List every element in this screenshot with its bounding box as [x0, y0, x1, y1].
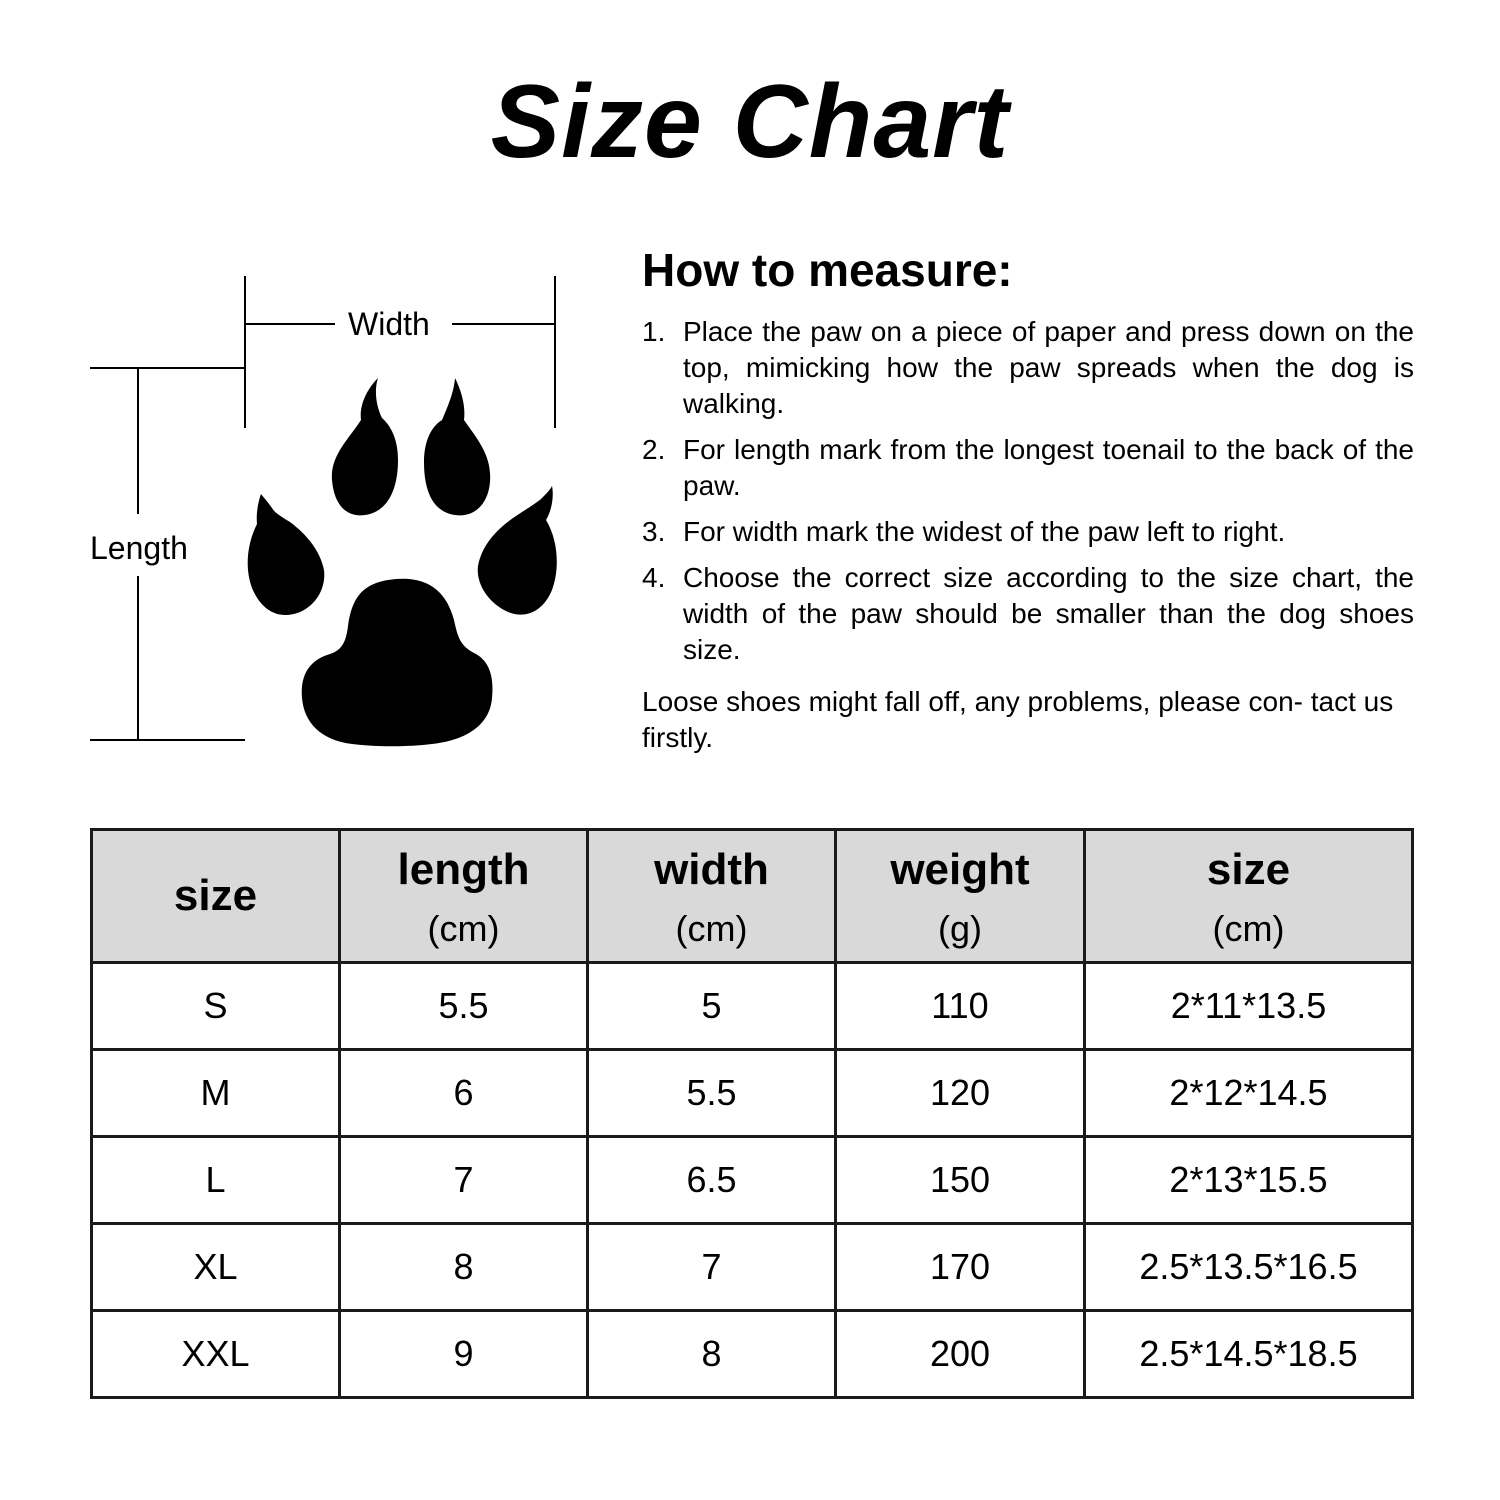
page-title: Size Chart	[490, 64, 1010, 180]
table-cell: 110	[836, 963, 1085, 1050]
table-cell: 2.5*13.5*16.5	[1085, 1224, 1413, 1311]
table-cell: 2.5*14.5*18.5	[1085, 1311, 1413, 1398]
table-cell: L	[92, 1137, 340, 1224]
column-header-label: weight	[890, 845, 1030, 894]
column-header-label: size	[1206, 845, 1291, 894]
step-text: Place the paw on a piece of paper and press down on the top, mimicking how the paw spreads when the dog is walking.	[683, 316, 1414, 419]
table-cell: 200	[836, 1311, 1085, 1398]
contact-note: Loose shoes might fall off, any problems, please con- tact us firstly.	[642, 686, 1394, 753]
column-header-unit: (g)	[938, 908, 982, 949]
table-cell: 2*12*14.5	[1085, 1050, 1413, 1137]
column-header-label: width	[654, 845, 769, 894]
table-row	[92, 963, 1413, 1050]
table-cell: 6	[340, 1050, 588, 1137]
table-cell: 6.5	[588, 1137, 836, 1224]
measure-step	[642, 314, 1414, 422]
step-text: For width mark the widest of the paw left to right.	[683, 516, 1286, 547]
step-number: 4.	[642, 562, 666, 593]
column-header-size	[92, 830, 340, 963]
table-cell: S	[92, 963, 340, 1050]
table-cell: 2*13*15.5	[1085, 1137, 1413, 1224]
table-header-row	[92, 830, 1413, 963]
column-header-unit: (cm)	[675, 908, 748, 949]
column-header-weight	[836, 830, 1085, 963]
table-cell: XL	[92, 1224, 340, 1311]
column-header-width	[588, 830, 836, 963]
step-number: 2.	[642, 434, 666, 465]
column-header-label: length	[397, 845, 530, 894]
how-to-measure-section	[642, 242, 1414, 756]
table-cell: 8	[588, 1311, 836, 1398]
step-text: Choose the correct size according to the size chart, the width of the paw should be smaller than the dog shoes size.	[683, 562, 1414, 665]
paw-icon	[248, 378, 557, 746]
column-header-length	[340, 830, 588, 963]
paw-diagram-graphic	[80, 270, 580, 760]
step-number: 1.	[642, 316, 666, 347]
column-header-label: size	[173, 871, 258, 920]
size-table	[90, 828, 1414, 1399]
table-cell: 170	[836, 1224, 1085, 1311]
measure-step	[642, 560, 1414, 668]
width-label: Width	[342, 306, 436, 342]
table-cell: 5	[588, 963, 836, 1050]
table-cell: 7	[588, 1224, 836, 1311]
table-cell: XXL	[92, 1311, 340, 1398]
table-row	[92, 1224, 1413, 1311]
length-label: Length	[84, 530, 194, 566]
how-to-measure-heading: How to measure:	[642, 244, 1013, 296]
table-cell: 9	[340, 1311, 588, 1398]
measure-step	[642, 514, 1414, 550]
table-cell: 5.5	[588, 1050, 836, 1137]
paw-measurement-diagram	[80, 270, 580, 760]
measure-step	[642, 432, 1414, 504]
step-number: 3.	[642, 516, 666, 547]
table-cell: 120	[836, 1050, 1085, 1137]
table-cell: 8	[340, 1224, 588, 1311]
table-cell: 5.5	[340, 963, 588, 1050]
measure-steps-list	[642, 314, 1414, 668]
column-header-dimensions	[1085, 830, 1413, 963]
table-cell: 150	[836, 1137, 1085, 1224]
table-cell: 2*11*13.5	[1085, 963, 1413, 1050]
step-text: For length mark from the longest toenail to the back of the paw.	[683, 434, 1414, 501]
table-row	[92, 1050, 1413, 1137]
table-row	[92, 1311, 1413, 1398]
table-row	[92, 1137, 1413, 1224]
table-cell: M	[92, 1050, 340, 1137]
column-header-unit: (cm)	[427, 908, 500, 949]
column-header-unit: (cm)	[1212, 908, 1285, 949]
table-cell: 7	[340, 1137, 588, 1224]
